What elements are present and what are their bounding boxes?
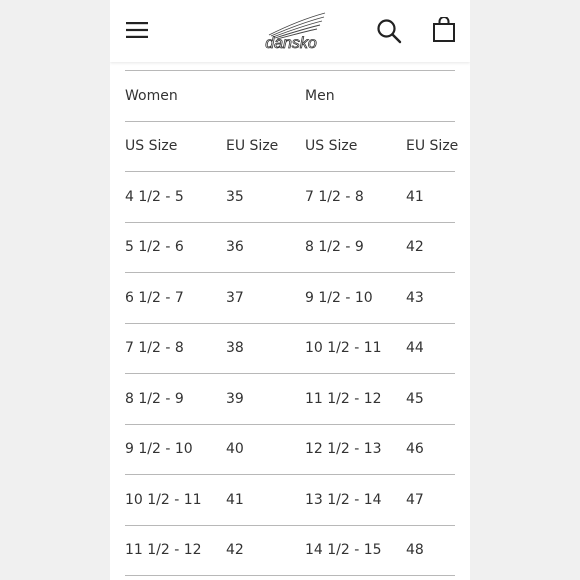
men-us-size: 10 1/2 - 11 [305, 340, 382, 357]
men-us-size: 7 1/2 - 8 [305, 188, 364, 205]
women-eu-size: 36 [226, 239, 244, 256]
women-eu-size: 35 [226, 188, 244, 205]
table-row [125, 374, 455, 425]
men-eu-size: 46 [406, 441, 424, 458]
women-eu-size: 38 [226, 340, 244, 357]
men-eu-size: 47 [406, 491, 424, 508]
mobile-page [110, 0, 470, 580]
table-row [125, 223, 455, 274]
hamburger-menu-icon[interactable] [126, 22, 148, 38]
men-us-size-header: US Size [305, 138, 358, 155]
women-eu-size: 41 [226, 491, 244, 508]
women-eu-size: 39 [226, 390, 244, 407]
men-eu-size: 45 [406, 390, 424, 407]
men-eu-size: 43 [406, 289, 424, 306]
women-us-size-header: US Size [125, 138, 178, 155]
women-eu-size: 40 [226, 441, 244, 458]
men-eu-size-header: EU Size [406, 138, 459, 155]
dansko-logo[interactable] [255, 11, 327, 51]
table-row [125, 425, 455, 476]
women-us-size: 10 1/2 - 11 [125, 491, 202, 508]
women-us-size: 8 1/2 - 9 [125, 390, 184, 407]
men-eu-size: 41 [406, 188, 424, 205]
men-us-size: 9 1/2 - 10 [305, 289, 373, 306]
logo-wordmark: dansko [265, 35, 317, 51]
shopping-bag-icon[interactable] [432, 17, 456, 43]
men-us-size: 8 1/2 - 9 [305, 239, 364, 256]
women-us-size: 5 1/2 - 6 [125, 239, 184, 256]
men-us-size: 12 1/2 - 13 [305, 441, 382, 458]
men-group-header: Men [305, 87, 335, 104]
size-chart-table [125, 70, 459, 576]
men-eu-size: 48 [406, 542, 424, 559]
table-row [125, 475, 455, 526]
women-us-size: 7 1/2 - 8 [125, 340, 184, 357]
women-group-header: Women [125, 87, 178, 104]
men-us-size: 13 1/2 - 14 [305, 491, 382, 508]
women-us-size: 9 1/2 - 10 [125, 441, 193, 458]
site-header [110, 0, 470, 62]
table-row [125, 172, 455, 223]
men-eu-size: 44 [406, 340, 424, 357]
women-eu-size: 42 [226, 542, 244, 559]
women-us-size: 4 1/2 - 5 [125, 188, 184, 205]
search-icon[interactable] [376, 18, 402, 44]
men-us-size: 11 1/2 - 12 [305, 390, 382, 407]
women-eu-size: 37 [226, 289, 244, 306]
men-us-size: 14 1/2 - 15 [305, 542, 382, 559]
group-header-row [125, 71, 455, 122]
table-row [125, 324, 455, 375]
men-eu-size: 42 [406, 239, 424, 256]
table-row [125, 273, 455, 324]
column-header-row [125, 122, 459, 173]
women-eu-size-header: EU Size [226, 138, 279, 155]
women-us-size: 6 1/2 - 7 [125, 289, 184, 306]
women-us-size: 11 1/2 - 12 [125, 542, 202, 559]
table-row [125, 526, 455, 577]
